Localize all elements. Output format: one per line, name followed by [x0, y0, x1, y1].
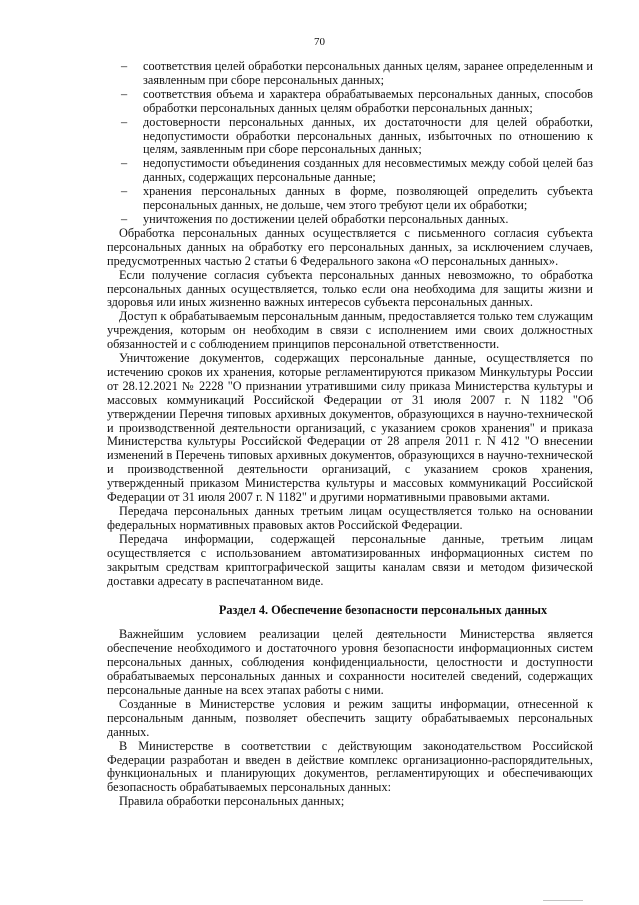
paragraph-transfer-channels: Передача информации, содержащей персональные данные, третьим лицам осуществляется с использованием автоматизированных информационных систем по закрытым средствам криптографической защиты каналам связи и методом физической доставки адресату в распечатанном виде.	[107, 531, 593, 588]
list-item: – соответствия целей обработки персональных данных целям, заранее определенным и заявленным при сборе персональных данных;	[107, 60, 593, 88]
paragraph-access: Доступ к обрабатываемым персональным данным, предоставляется только тем служащим учреждения, которым он необходим в связи с исполнением ими своих должностных обязанностей и с соблюдением принципов персональной ответственности.	[107, 309, 593, 352]
paragraph-rules: Правила обработки персональных данных;	[119, 794, 345, 809]
paragraph-destruction: Уничтожение документов, содержащих персональные данные, осуществляется по истечению сроков их хранения, которые регламентируются приказом Минкультуры России от 28.12.2021 № 2228 "О признании утратившими силу приказа Министерства культуры и массовых коммуникаций Российской Федерации от 31 июля 2007 г. N 1182 "Об утверждении Перечня типовых архивных документов, образующихся в научно-технической и производственной деятельности организаций, с указанием сроков хранения" и приказа Министерства культуры Российской Федерации от 28 апреля 2011 г. N 412 "О внесении изменений в Перечень типовых архивных документов, образующихся в научно-технической и производственной деятельности организаций, с указанием сроков хранения, утвержденный приказом Министерства культуры и массовых коммуникаций Российской Федерации от 31 июля 2007 г. N 1182" и другими нормативными правовыми актами.	[107, 351, 593, 505]
paragraph-protection-mode: Созданные в Министерстве условия и режим защиты информации, отнесенной к персональным данным, позволяет обеспечить защиту обрабатываемых персональных данных.	[107, 696, 593, 739]
principles-list	[107, 60, 593, 227]
list-item: – хранения персональных данных в форме, позволяющей определить субъекта персональных данных, не дольше, чем этого требуют цели их обработки;	[107, 185, 593, 213]
paragraph-consent-impossible: Если получение согласия субъекта персональных данных невозможно, то обработка персональных данных осуществляется, только если она необходима для защиты жизни и здоровья или иных жизненно важных интересов субъекта персональных данных.	[107, 267, 593, 310]
scan-mark	[543, 892, 583, 901]
list-item: – соответствия объема и характера обрабатываемых персональных данных, способов обработки персональных данных целям обработки персональных данных;	[107, 88, 593, 116]
paragraph-transfer: Передача персональных данных третьим лицам осуществляется только на основании федеральных нормативных правовых актов Российской Федерации.	[107, 504, 593, 532]
page-content	[107, 60, 593, 809]
section-heading: Раздел 4. Обеспечение безопасности персональных данных	[218, 603, 548, 618]
list-item: – уничтожения по достижении целей обработки персональных данных.	[107, 213, 593, 227]
paragraph-consent: Обработка персональных данных осуществляется с письменного согласия субъекта персональных данных на обработку его персональных данных, за исключением случаев, предусмотренных частью 2 статьи 6 Федерального закона «О персональных данных».	[107, 225, 593, 268]
page-number: 70	[314, 36, 325, 48]
list-item: – достоверности персональных данных, их достаточности для целей обработки, недопустимости обработки персональных данных, избыточных по отношению к целям, заявленным при сборе персональных данных;	[107, 116, 593, 158]
paragraph-documents-complex: В Министерстве в соответствии с действующим законодательством Российской Федерации разработан и введен в действие комплекс организационно-распорядительных, функциональных и планирующих документов, регламентирующих и обеспечивающих безопасность обрабатываемых персональных данных:	[107, 738, 593, 795]
list-item: – недопустимости объединения созданных для несовместимых между собой целей баз данных, содержащих персональные данные;	[107, 157, 593, 185]
paragraph-security-condition: Важнейшим условием реализации целей деятельности Министерства является обеспечение необходимого и достаточного уровня безопасности информационных систем персональных данных, соблюдения конфиденциальности, целостности и доступности обрабатываемых персональных данных и сохранности носителей сведений, содержащих персональные данные на всех этапах работы с ними.	[107, 627, 593, 697]
